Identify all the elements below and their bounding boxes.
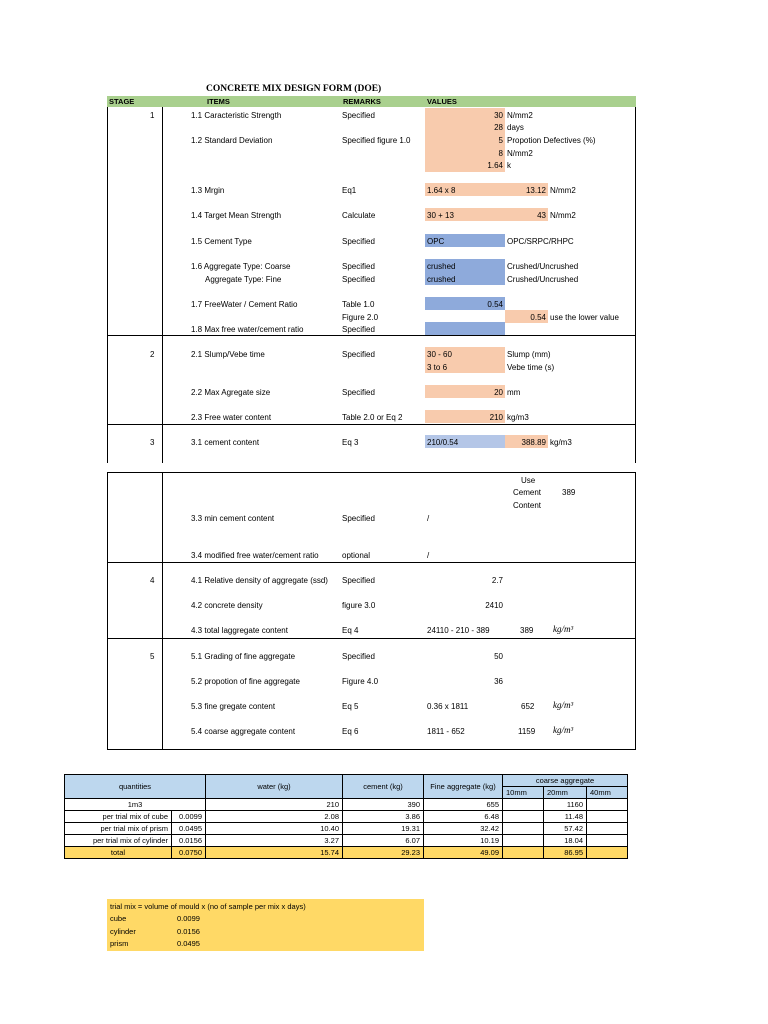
header-items: ITEMS (207, 97, 230, 106)
value-3-4: / (427, 551, 430, 560)
value-2-1b: 3 to 6 (427, 363, 448, 372)
item-1-1: 1.1 Caracteristic Strength (191, 111, 282, 120)
use-cement-value: 389 (562, 488, 576, 497)
formula-3-1: 210/0.54 (427, 438, 459, 447)
grid-line (107, 472, 108, 750)
item-4-1: 4.1 Relative density of aggregate (ssd) (191, 576, 328, 585)
header-remarks: REMARKS (343, 97, 381, 106)
value-cell-1-8 (425, 322, 505, 335)
remark-1-6b: Specified (342, 275, 375, 284)
cell-40mm (587, 811, 628, 823)
remark-5-3: Eq 5 (342, 702, 359, 711)
table-row (65, 835, 628, 847)
value-4-3: 389 (520, 626, 534, 635)
note-1-7b: use the lower value (550, 313, 619, 322)
cell-40mm (587, 835, 628, 847)
remark-1-1: Specified (342, 111, 375, 120)
row-volume: 0.0750 (172, 847, 206, 859)
value-1-1b: 28 (494, 123, 503, 132)
cell-fine: 10.19 (424, 835, 503, 847)
value-1-4: 43 (537, 211, 546, 220)
cell-water: 15.74 (206, 847, 343, 859)
item-1-6b: Aggregate Type: Fine (205, 275, 282, 284)
remark-2-2: Specified (342, 388, 375, 397)
use-label: Use (521, 476, 536, 485)
value-3-1: 388.89 (521, 438, 546, 447)
formula-5-3: 0.36 x 1811 (427, 702, 469, 711)
unit-1-3: N/mm2 (550, 186, 576, 195)
cell-water: 210 (206, 799, 343, 811)
grid-line (107, 638, 636, 639)
cell-cement: 19.31 (343, 823, 424, 835)
formula-1-4: 30 + 13 (427, 211, 454, 220)
cell-cement: 390 (343, 799, 424, 811)
unit-1-2a: Propotion Defectives (%) (507, 136, 596, 145)
value-1-2b: 8 (498, 149, 503, 158)
value-5-1: 50 (494, 652, 503, 661)
header-10mm: 10mm (503, 787, 544, 799)
grid-line (107, 107, 108, 463)
value-1-1a: 30 (494, 111, 503, 120)
item-5-3: 5.3 fine gregate content (191, 702, 276, 711)
remark-1-4: Calculate (342, 211, 376, 220)
grid-line (162, 107, 163, 463)
item-1-4: 1.4 Target Mean Strength (191, 211, 282, 220)
grid-line (107, 472, 636, 473)
item-1-6a: 1.6 Aggregate Type: Coarse (191, 262, 291, 271)
unit-5-3: kg/m³ (553, 700, 574, 710)
cell-water: 10.40 (206, 823, 343, 835)
value-4-2: 2410 (485, 601, 503, 610)
cell-20mm: 1160 (544, 799, 587, 811)
remark-1-7: Table 1.0 (342, 300, 375, 309)
item-1-3: 1.3 Mrgin (191, 186, 225, 195)
total-row (65, 847, 628, 859)
formula-4-3: 24110 - 210 - 389 (427, 626, 490, 635)
cell-cement: 3.86 (343, 811, 424, 823)
row-volume: 0.0495 (172, 823, 206, 835)
value-1-2c: 1.64 (487, 161, 503, 170)
unit-2-1b: Vebe time (s) (507, 363, 555, 372)
stage-number: 5 (150, 652, 155, 661)
cell-10mm (503, 799, 544, 811)
stage-number: 1 (150, 111, 155, 120)
row-label: per trial mix of cube (65, 811, 172, 823)
cell-20mm: 18.04 (544, 835, 587, 847)
stage-number: 3 (150, 438, 155, 447)
header-stage: STAGE (109, 97, 135, 106)
cell-fine: 32.42 (424, 823, 503, 835)
cell-water: 3.27 (206, 835, 343, 847)
unit-1-1b: days (507, 123, 524, 132)
item-3-3: 3.3 min cement content (191, 514, 275, 523)
remark-2-1: Specified (342, 350, 375, 359)
grid-line (107, 335, 636, 336)
unit-2-1a: Slump (mm) (507, 350, 551, 359)
cell-10mm (503, 847, 544, 859)
use-cement-label: Cement (513, 488, 542, 497)
cell-10mm (503, 835, 544, 847)
value-3-3: / (427, 514, 430, 523)
value-1-7b: 0.54 (530, 313, 546, 322)
item-2-3: 2.3 Free water content (191, 413, 272, 422)
table-row (65, 811, 628, 823)
remark-4-2: figure 3.0 (342, 601, 376, 610)
remark-4-1: Specified (342, 576, 375, 585)
note-cube-label: cube (110, 914, 127, 923)
note-1-6a: Crushed/Uncrushed (507, 262, 579, 271)
cell-cement: 6.07 (343, 835, 424, 847)
use-content-label: Content (513, 501, 542, 510)
value-1-5: OPC (427, 237, 445, 246)
cell-water: 2.08 (206, 811, 343, 823)
grid-line (107, 749, 636, 750)
remark-1-2: Specified figure 1.0 (342, 136, 411, 145)
note-prism-value: 0.0495 (177, 939, 200, 948)
remark-5-4: Eq 6 (342, 727, 359, 736)
cell-20mm: 11.48 (544, 811, 587, 823)
note-cylinder-label: cylinder (110, 927, 136, 936)
unit-4-3: kg/m³ (553, 624, 574, 634)
remark-2-3: Table 2.0 or Eq 2 (342, 413, 403, 422)
header-20mm: 20mm (544, 787, 587, 799)
grid-line (107, 562, 636, 563)
table-row (65, 799, 628, 811)
cell-fine: 655 (424, 799, 503, 811)
row-label: per trial mix of cylinder (65, 835, 172, 847)
value-1-2a: 5 (498, 136, 503, 145)
grid-line (107, 424, 636, 425)
value-2-1a: 30 - 60 (427, 350, 452, 359)
item-1-2: 1.2 Standard Deviation (191, 136, 273, 145)
formula-5-4: 1811 - 652 (427, 727, 465, 736)
cell-40mm (587, 799, 628, 811)
value-5-3: 652 (521, 702, 535, 711)
grid-line (162, 472, 163, 750)
stage-number: 4 (150, 576, 155, 585)
header-water: water (kg) (206, 775, 343, 799)
item-1-8: 1.8 Max free water/cement ratio (191, 325, 304, 334)
remark-5-2: Figure 4.0 (342, 677, 379, 686)
value-2-3: 210 (489, 413, 503, 422)
row-volume: 0.0099 (172, 811, 206, 823)
unit-1-2b: N/mm2 (507, 149, 533, 158)
header-coarse-aggregate: coarse aggregate (503, 775, 628, 787)
unit-2-2: mm (507, 388, 521, 397)
item-2-2: 2.2 Max Agregate size (191, 388, 271, 397)
value-1-7: 0.54 (487, 300, 503, 309)
item-1-7: 1.7 FreeWater / Cement Ratio (191, 300, 298, 309)
cell-fine: 49.09 (424, 847, 503, 859)
remark-1-5: Specified (342, 237, 375, 246)
row-label: per trial mix of prism (65, 823, 172, 835)
item-5-1: 5.1 Grading of fine aggregate (191, 652, 296, 661)
stage-number: 2 (150, 350, 155, 359)
cell-cement: 29.23 (343, 847, 424, 859)
row-volume: 0.0156 (172, 835, 206, 847)
remark-3-4: optional (342, 551, 371, 560)
header-values: VALUES (427, 97, 457, 106)
header-cement: cement (kg) (343, 775, 424, 799)
value-1-3: 13.12 (525, 186, 546, 195)
unit-1-1a: N/mm2 (507, 111, 533, 120)
grid-line (635, 107, 636, 463)
cell-fine: 6.48 (424, 811, 503, 823)
remark-3-3: Specified (342, 514, 375, 523)
item-3-4: 3.4 modified free water/cement ratio (191, 551, 319, 560)
remark-4-3: Eq 4 (342, 626, 359, 635)
value-1-6b: crushed (427, 275, 456, 284)
trial-mix-formula: trial mix = volume of mould x (no of sample per mix x days) (110, 902, 306, 911)
unit-5-4: kg/m³ (553, 725, 574, 735)
cell-40mm (587, 823, 628, 835)
item-5-2: 5.2 propotion of fine aggregate (191, 677, 300, 686)
cell-40mm (587, 847, 628, 859)
form-title: CONCRETE MIX DESIGN FORM (DOE) (206, 84, 382, 94)
header-40mm: 40mm (587, 787, 628, 799)
grid-line (635, 472, 636, 750)
value-5-4: 1159 (518, 727, 536, 736)
header-quantities: quantities (65, 775, 206, 799)
quantities-table (64, 774, 628, 859)
cell-10mm (503, 811, 544, 823)
unit-1-4: N/mm2 (550, 211, 576, 220)
item-4-2: 4.2 concrete density (191, 601, 263, 610)
unit-1-2c: k (507, 161, 511, 170)
item-1-5: 1.5 Cement Type (191, 237, 252, 246)
table-row (65, 823, 628, 835)
cell-20mm: 57.42 (544, 823, 587, 835)
note-cylinder-value: 0.0156 (177, 927, 200, 936)
remark-5-1: Specified (342, 652, 375, 661)
remark-1-6a: Specified (342, 262, 375, 271)
item-5-4: 5.4 coarse aggregate content (191, 727, 296, 736)
value-5-2: 36 (494, 677, 503, 686)
value-1-6a: crushed (427, 262, 456, 271)
note-1-6b: Crushed/Uncrushed (507, 275, 579, 284)
cell-20mm: 86.95 (544, 847, 587, 859)
value-2-2: 20 (494, 388, 503, 397)
note-1-5: OPC/SRPC/RHPC (507, 237, 574, 246)
row-label: 1m3 (65, 799, 206, 811)
value-4-1: 2.7 (491, 576, 503, 585)
header-fine-aggregate: Fine aggregate (kg) (424, 775, 503, 799)
cell-10mm (503, 823, 544, 835)
remark-1-7b: Figure 2.0 (342, 313, 379, 322)
row-label: total (65, 847, 172, 859)
note-prism-label: prism (110, 939, 129, 948)
formula-1-3: 1.64 x 8 (427, 186, 456, 195)
remark-1-8: Specified (342, 325, 375, 334)
item-2-1: 2.1 Slump/Vebe time (191, 350, 265, 359)
unit-2-3: kg/m3 (507, 413, 529, 422)
item-3-1: 3.1 cement content (191, 438, 260, 447)
remark-3-1: Eq 3 (342, 438, 359, 447)
note-cube-value: 0.0099 (177, 914, 200, 923)
unit-3-1: kg/m3 (550, 438, 572, 447)
remark-1-3: Eq1 (342, 186, 357, 195)
item-4-3: 4.3 total laggregate content (191, 626, 288, 635)
